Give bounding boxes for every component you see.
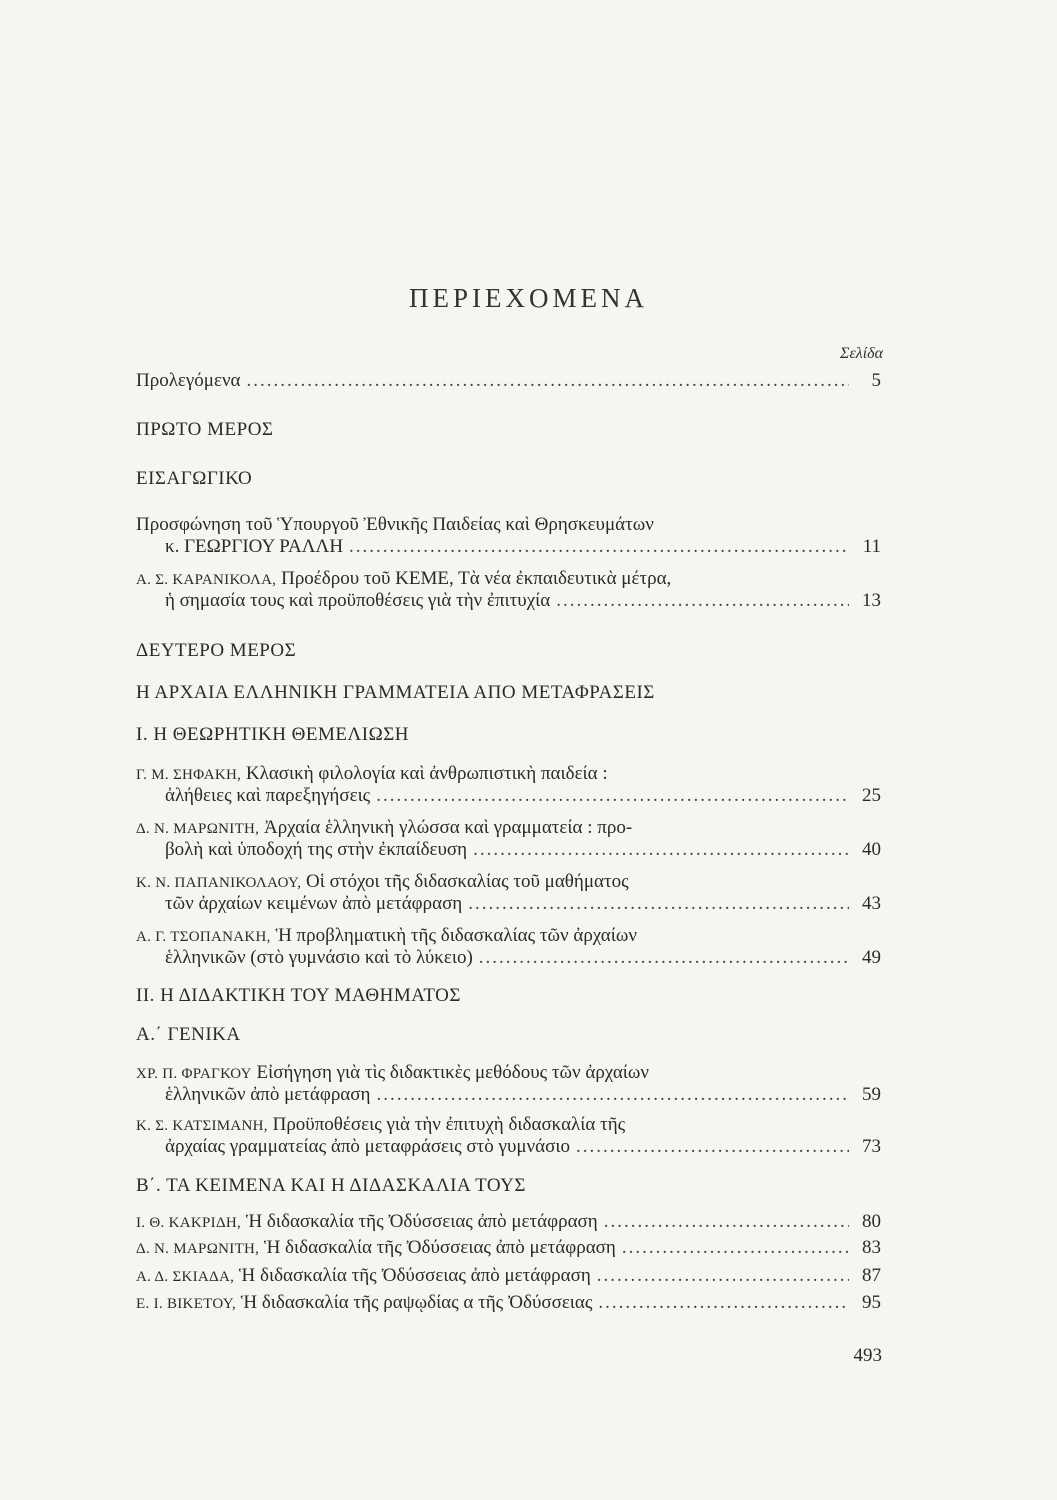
dot-leader [556, 590, 849, 612]
entry-title: Ἡ διδασκαλία τῆς Ὀδύσσειας ἀπὸ μετάφραση [238, 1265, 591, 1286]
subsection-heading: Β΄. ΤΑ ΚΕΙΜΕΝΑ ΚΑΙ Η ΔΙΔΑΣΚΑΛΙΑ ΤΟΥΣ [136, 1175, 526, 1196]
entry-title: τῶν ἀρχαίων κειμένων ἀπὸ μετάφραση [165, 893, 463, 914]
toc-entry-continuation [165, 785, 881, 811]
entry-page: 43 [862, 893, 881, 914]
entry-title: Προλεγόμενα [136, 370, 241, 391]
page-number: 493 [853, 1345, 882, 1366]
part-heading: ΠΡΩΤΟ ΜΕΡΟΣ [136, 419, 274, 440]
entry-page: 80 [862, 1211, 881, 1232]
entry-title: ἑλληνικῶν ἀπὸ μετάφραση [165, 1084, 371, 1105]
toc-entry [136, 1265, 881, 1291]
entry-title: κ. ΓΕΩΡΓΙΟΥ ΡΑΛΛΗ [165, 536, 344, 557]
entry-page: 11 [862, 536, 881, 557]
entry-page: 73 [862, 1136, 881, 1157]
entry-title: Ἡ διδασκαλία τῆς Ὀδύσσειας ἀπὸ μετάφραση [245, 1211, 598, 1232]
entry-title: Προσφώνηση τοῦ Ὑπουργοῦ Ἐθνικῆς Παιδείας καὶ Θρησκευμάτων [136, 514, 654, 535]
entry-author: Α. Σ. ΚΑΡΑΝΙΚΟΛΑ, [136, 572, 277, 588]
toc-entry [136, 1292, 881, 1318]
toc-entry-continuation [165, 1084, 881, 1110]
page-title: ΠΕΡΙΕΧΟΜΕΝΑ [409, 283, 648, 313]
dot-leader [349, 536, 849, 558]
entry-page: 95 [862, 1292, 881, 1313]
toc-entry-continuation [165, 893, 881, 919]
section-heading: Η ΑΡΧΑΙΑ ΕΛΛΗΝΙΚΗ ΓΡΑΜΜΑΤΕΙΑ ΑΠΟ ΜΕΤΑΦΡΑΣΕΙΣ [136, 682, 655, 703]
dot-leader [376, 1084, 849, 1106]
dot-leader [479, 947, 849, 969]
entry-title: βολὴ καὶ ὑποδοχή της στὴν ἐκπαίδευση [165, 839, 468, 860]
dot-leader [597, 1265, 849, 1287]
dot-leader [576, 1136, 849, 1158]
entry-page: 49 [862, 947, 881, 968]
toc-entry [136, 1237, 881, 1263]
entry-page: 25 [862, 785, 881, 806]
dot-leader [468, 893, 849, 915]
entry-author: Α. Γ. ΤΣΟΠΑΝΑΚΗ, [136, 929, 271, 945]
entry-title: Ἡ προβληματικὴ τῆς διδασκαλίας τῶν ἀρχαίων [275, 925, 637, 946]
dot-leader [598, 1292, 849, 1314]
entry-title: ἀρχαίας γραμματείας ἀπὸ μεταφράσεις στὸ γυμνάσιο [165, 1136, 570, 1157]
entry-author: Κ. Σ. ΚΑΤΣΙΜΑΝΗ, [136, 1118, 268, 1134]
subsection-heading: Ι. Η ΘΕΩΡΗΤΙΚΗ ΘΕΜΕΛΙΩΣΗ [136, 724, 409, 745]
toc-entry-continuation [165, 590, 881, 616]
dot-leader [622, 1237, 849, 1259]
toc-entry-continuation [165, 947, 881, 973]
entry-page: 87 [862, 1265, 881, 1286]
entry-title: Οἱ στόχοι τῆς διδασκαλίας τοῦ μαθήματος [306, 871, 629, 892]
entry-title: Εἰσήγηση γιὰ τὶς διδακτικὲς μεθόδους τῶν ἀρχαίων [256, 1062, 649, 1083]
dot-leader [473, 839, 849, 861]
entry-author: Ε. Ι. ΒΙΚΕΤΟΥ, [136, 1296, 236, 1312]
entry-title: ἡ σημασία τους καὶ προϋποθέσεις γιὰ τὴν ἐπιτυχία [165, 590, 551, 611]
dot-leader [247, 370, 850, 392]
entry-author: Δ. Ν. ΜΑΡΩΝΙΤΗ, [136, 821, 260, 837]
entry-page: 40 [862, 839, 881, 860]
entry-title: ἀλήθειες καὶ παρεξηγήσεις [165, 785, 371, 806]
toc-entry [136, 370, 881, 396]
page-column-label: Σελίδα [839, 345, 883, 362]
toc-entry-continuation [165, 839, 881, 865]
section-heading: ΕΙΣΑΓΩΓΙΚΟ [136, 468, 253, 489]
entry-title: ἑλληνικῶν (στὸ γυμνάσιο καὶ τὸ λύκειο) [165, 947, 473, 968]
dot-leader [376, 785, 849, 807]
entry-title: Ἡ διδασκαλία τῆς Ὀδύσσειας ἀπὸ μετάφραση [263, 1237, 616, 1258]
entry-author: Ι. Θ. ΚΑΚΡΙΔΗ, [136, 1215, 242, 1231]
entry-title: Προϋποθέσεις γιὰ τὴν ἐπιτυχὴ διδασκαλία τῆς [272, 1114, 626, 1135]
entry-page: 59 [862, 1084, 881, 1105]
subsection-heading: ΙΙ. Η ΔΙΔΑΚΤΙΚΗ ΤΟΥ ΜΑΘΗΜΑΤΟΣ [136, 985, 461, 1006]
dot-leader [604, 1211, 849, 1233]
entry-page: 13 [862, 590, 881, 611]
entry-page: 5 [871, 370, 881, 391]
entry-author: ΧΡ. Π. ΦΡΑΓΚΟΥ [136, 1066, 252, 1082]
entry-author: Γ. Μ. ΣΗΦΑΚΗ, [136, 767, 242, 783]
entry-author: Κ. Ν. ΠΑΠΑΝΙΚΟΛΑΟΥ, [136, 875, 302, 891]
entry-title: Κλασικὴ φιλολογία καὶ ἀνθρωπιστικὴ παιδεία : [245, 763, 608, 784]
entry-title: Προέδρου τοῦ ΚΕΜΕ, Τὰ νέα ἐκπαιδευτικὰ μέτρα, [281, 568, 672, 589]
entry-author: Α. Δ. ΣΚΙΑΔΑ, [136, 1269, 235, 1285]
entry-page: 83 [862, 1237, 881, 1258]
entry-title: Ἡ διδασκαλία τῆς ραψῳδίας α τῆς Ὀδύσσειας [240, 1292, 593, 1313]
entry-title: Ἀρχαία ἑλληνικὴ γλώσσα καὶ γραμματεία : προ- [263, 817, 633, 838]
toc-entry-continuation [165, 536, 881, 562]
subsection-heading: Α.΄ ΓΕΝΙΚΑ [136, 1024, 241, 1045]
toc-entry [136, 1211, 881, 1237]
entry-author: Δ. Ν. ΜΑΡΩΝΙΤΗ, [136, 1241, 260, 1257]
toc-entry-continuation [165, 1136, 881, 1162]
part-heading: ΔΕΥΤΕΡΟ ΜΕΡΟΣ [136, 640, 297, 661]
